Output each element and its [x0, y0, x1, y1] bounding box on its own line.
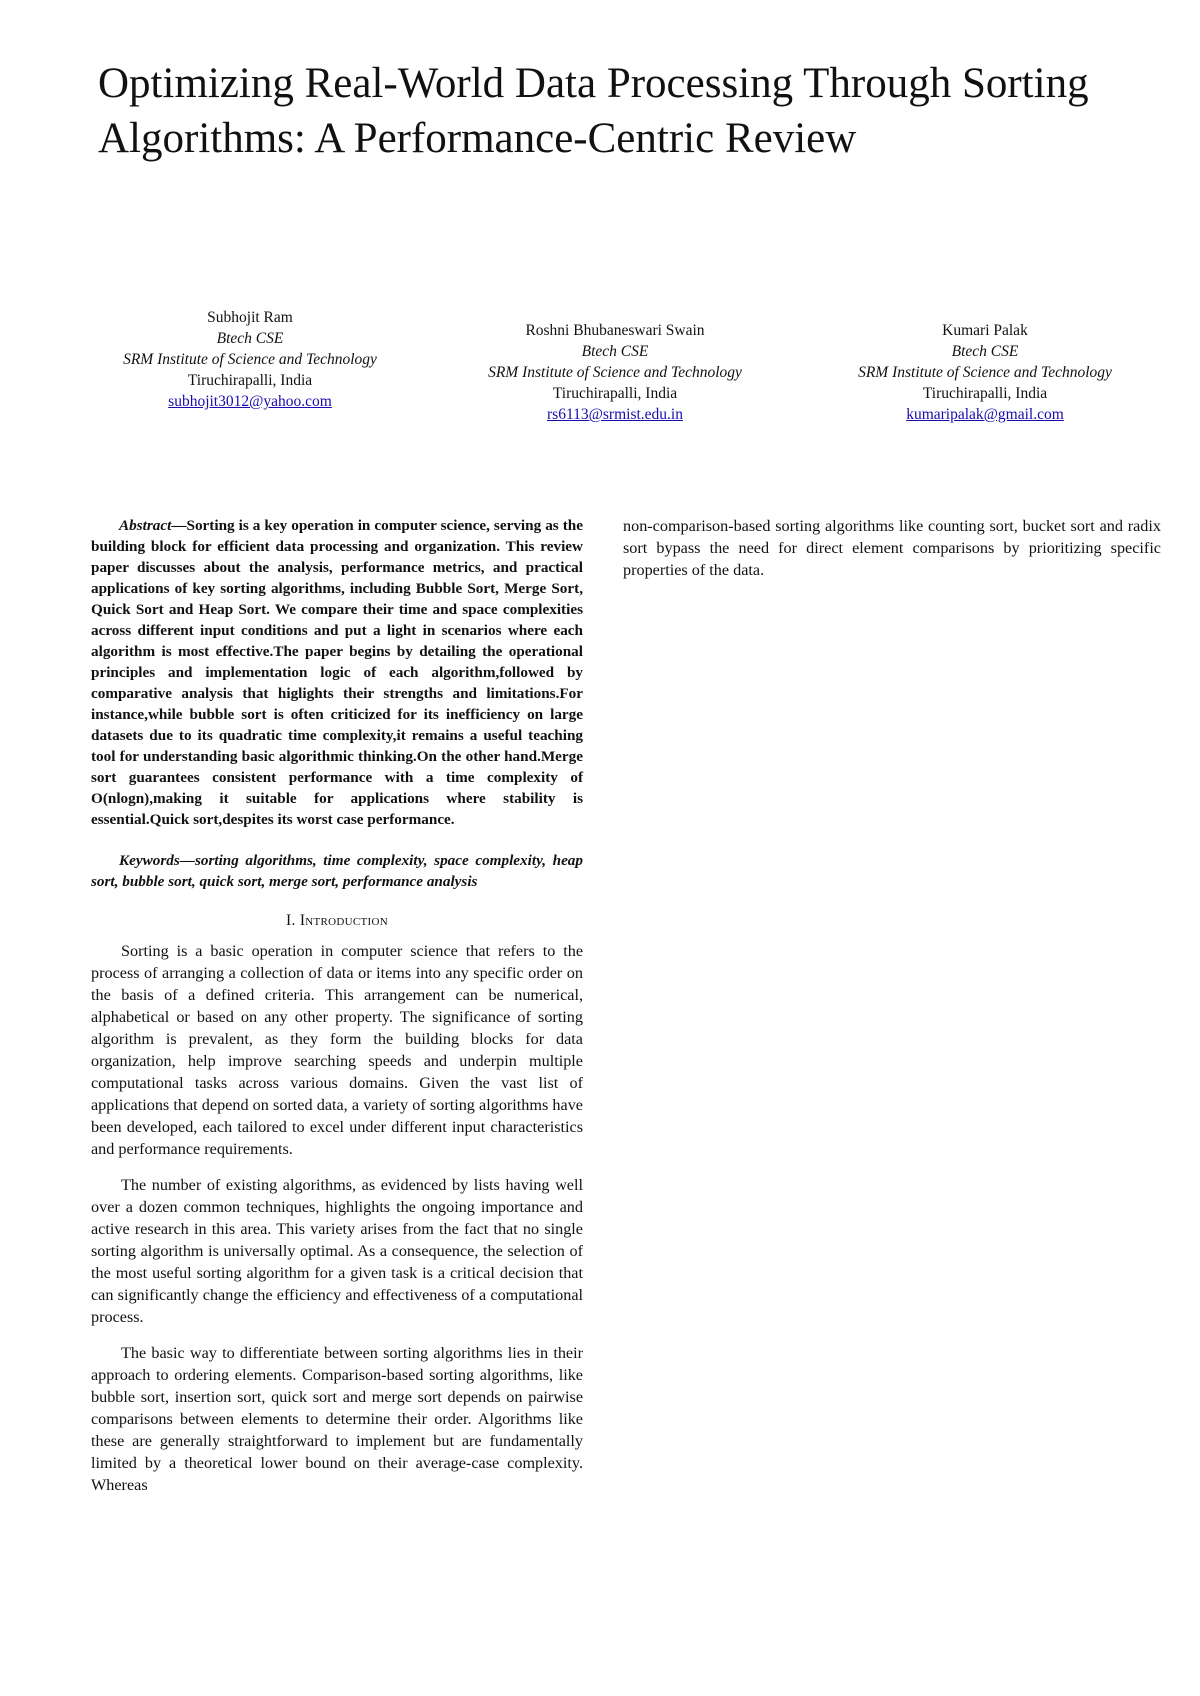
section-title: Introduction [299, 912, 389, 929]
abstract-separator: — [171, 517, 187, 534]
intro-paragraph-3: The basic way to differentiate between sorting algorithms lies in their approach to ordering elements. Comparison-based sorting algorithms, like bubble sort, insertion sort, quick sort and merge sort depends on pairwise comparisons between elements to determine their order. Algorithms like these are generally straightforward to implement but are fundamentally limited by a theoretical lower bound on their average-case complexity. Whereas [91, 1344, 583, 1494]
author-location: Tiruchirapalli, India [552, 385, 678, 402]
keywords-separator: — [179, 852, 195, 869]
author-name: Roshni Bhubaneswari Swain [525, 322, 705, 339]
author-institution: SRM Institute of Science and Technology [488, 364, 742, 381]
author-block-3 [855, 320, 1115, 425]
author-name: Kumari Palak [942, 322, 1028, 339]
author-email-link[interactable]: rs6113@srmist.edu.in [547, 406, 683, 423]
keywords-text: sorting algorithms, time complexity, space complexity, heap sort, bubble sort, quick sort, merge sort, performance analysis [91, 852, 583, 890]
intro-paragraph-2: The number of existing algorithms, as evidenced by lists having well over a dozen common techniques, highlights the ongoing importance and active research in this area. This variety arises from the fact that no single sorting algorithm is universally optimal. As a consequence, the selection of the most useful sorting algorithm for a given task is a critical decision that can significantly change the efficiency and effectiveness of a computational process. [91, 1176, 583, 1326]
author-block-1 [120, 307, 380, 412]
right-column [623, 515, 1161, 595]
author-email-link[interactable]: subhojit3012@yahoo.com [168, 393, 332, 410]
author-location: Tiruchirapalli, India [922, 385, 1048, 402]
abstract-text: Sorting is a key operation in computer science, serving as the building block for efficient data processing and organization. This review paper discusses about the analysis, performance metrics, and practical applications of key sorting algorithms, including Bubble Sort, Merge Sort, Quick Sort and Heap Sort. We compare their time and space complexities across different input conditions and put a light in scenarios where each algorithm is most effective.The paper begins by detailing the operational principles and implementation logic of each algorithm,followed by comparative analysis that higlights their strengths and limitations.For instance,while bubble sort is often criticized for its inefficiency on large datasets due to its quadratic time complexity,it remains a useful teaching tool for understanding basic algorithmic thinking.On the other hand.Merge sort guarantees consistent performance with a time complexity of O(nlogn),making it suitable for applications where stability is essential.Quick sort,despites its worst case performance. [91, 517, 583, 828]
author-institution: SRM Institute of Science and Technology [858, 364, 1112, 381]
intro-paragraph-1: Sorting is a basic operation in computer science that refers to the process of arranging a collection of data or items into any specific order on the basis of a defined criteria. This arrangement can be numerical, alphabetical or based on any other property. The significance of sorting algorithm is prevalent, as they form the building blocks for data organization, help improve searching speeds and underpin multiple computational tasks across various domains. Given the vast list of applications that depend on sorted data, a variety of sorting algorithms have been developed, each tailored to excel under different input characteristics and performance requirements. [91, 942, 583, 1158]
author-location: Tiruchirapalli, India [187, 372, 313, 389]
author-institution: SRM Institute of Science and Technology [123, 351, 377, 368]
section-heading [91, 910, 583, 932]
author-degree: Btech CSE [951, 343, 1019, 360]
keywords [91, 850, 583, 892]
section-number: I. [285, 912, 296, 929]
author-email-link[interactable]: kumaripalak@gmail.com [906, 406, 1064, 423]
author-name: Subhojit Ram [207, 309, 293, 326]
abstract-label: Abstract [119, 517, 172, 534]
author-degree: Btech CSE [581, 343, 649, 360]
left-column [91, 515, 583, 1510]
author-degree: Btech CSE [216, 330, 284, 347]
abstract [91, 515, 583, 830]
intro-paragraph-3-continuation: non-comparison-based sorting algorithms like counting sort, bucket sort and radix sort bypass the need for direct element comparisons by prioritizing specific properties of the data. [623, 517, 1161, 579]
paper-title: Optimizing Real-World Data Processing Through Sorting Algorithms: A Performance-Centric Review [98, 60, 1089, 162]
keywords-label: Keywords [119, 852, 180, 869]
author-block-2 [480, 320, 750, 425]
